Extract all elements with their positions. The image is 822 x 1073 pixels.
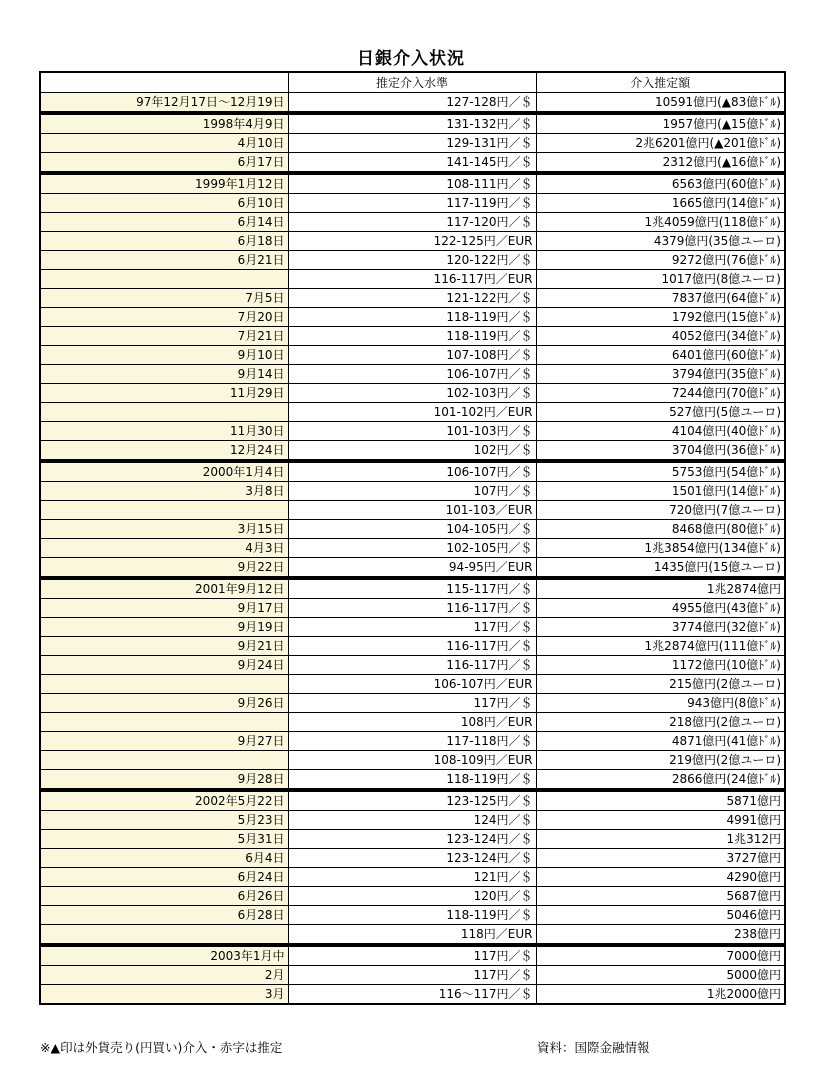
- cell-amount: 10591億円(▲83億ﾄﾞﾙ): [536, 93, 785, 114]
- header-amount: 介入推定額: [536, 72, 785, 93]
- table-row: [40, 751, 785, 770]
- cell-level: 123-125円／＄: [288, 790, 536, 811]
- table-row: [40, 906, 785, 925]
- cell-amount: 943億円(8億ﾄﾞﾙ): [536, 694, 785, 713]
- cell-date: 2月: [40, 966, 288, 985]
- cell-level: 115-117円／＄: [288, 578, 536, 599]
- table-row: [40, 194, 785, 213]
- cell-date: 9月21日: [40, 637, 288, 656]
- cell-amount: 1兆2874億円: [536, 578, 785, 599]
- cell-level: 117円／＄: [288, 945, 536, 966]
- cell-amount: 2兆6201億円(▲201億ﾄﾞﾙ): [536, 134, 785, 153]
- cell-level: 141-145円／＄: [288, 153, 536, 174]
- cell-level: 127-128円／＄: [288, 93, 536, 114]
- table-row: [40, 482, 785, 501]
- table-row: [40, 558, 785, 579]
- cell-date: 5月31日: [40, 830, 288, 849]
- table-row: [40, 346, 785, 365]
- cell-amount: 1435億円(15億ユーロ): [536, 558, 785, 579]
- table-row: [40, 213, 785, 232]
- cell-level: 108-111円／＄: [288, 173, 536, 194]
- table-row: [40, 539, 785, 558]
- cell-date: [40, 713, 288, 732]
- cell-level: 107円／＄: [288, 482, 536, 501]
- cell-date: 6月24日: [40, 868, 288, 887]
- cell-date: 11月29日: [40, 384, 288, 403]
- cell-level: 118-119円／＄: [288, 327, 536, 346]
- cell-amount: 4379億円(35億ユーロ): [536, 232, 785, 251]
- cell-amount: 4991億円: [536, 811, 785, 830]
- cell-date: [40, 403, 288, 422]
- table-row: [40, 830, 785, 849]
- cell-date: 4月3日: [40, 539, 288, 558]
- table-row: [40, 173, 785, 194]
- cell-level: 101-103円／＄: [288, 422, 536, 441]
- cell-level: 106-107円／＄: [288, 365, 536, 384]
- cell-amount: 6563億円(60億ﾄﾞﾙ): [536, 173, 785, 194]
- cell-level: 116-117円／EUR: [288, 270, 536, 289]
- table-row: [40, 618, 785, 637]
- table-row: [40, 327, 785, 346]
- cell-date: 4月10日: [40, 134, 288, 153]
- cell-amount: 1兆312円: [536, 830, 785, 849]
- cell-amount: 238億円: [536, 925, 785, 946]
- cell-amount: 1665億円(14億ﾄﾞﾙ): [536, 194, 785, 213]
- cell-level: 118円／EUR: [288, 925, 536, 946]
- cell-date: [40, 501, 288, 520]
- table-row: [40, 887, 785, 906]
- cell-level: 108-109円／EUR: [288, 751, 536, 770]
- table-row: [40, 403, 785, 422]
- cell-date: 6月18日: [40, 232, 288, 251]
- cell-amount: 218億円(2億ユーロ): [536, 713, 785, 732]
- cell-amount: 5000億円: [536, 966, 785, 985]
- cell-amount: 1957億円(▲15億ﾄﾞﾙ): [536, 113, 785, 134]
- cell-level: 102-105円／＄: [288, 539, 536, 558]
- cell-date: 9月26日: [40, 694, 288, 713]
- cell-level: 118-119円／＄: [288, 308, 536, 327]
- cell-amount: 3794億円(35億ﾄﾞﾙ): [536, 365, 785, 384]
- cell-amount: 3774億円(32億ﾄﾞﾙ): [536, 618, 785, 637]
- cell-date: 3月8日: [40, 482, 288, 501]
- cell-date: 6月17日: [40, 153, 288, 174]
- table-row: [40, 289, 785, 308]
- header-row: [40, 72, 785, 93]
- cell-level: 117円／＄: [288, 694, 536, 713]
- cell-amount: 1792億円(15億ﾄﾞﾙ): [536, 308, 785, 327]
- table-row: [40, 790, 785, 811]
- cell-amount: 7244億円(70億ﾄﾞﾙ): [536, 384, 785, 403]
- table-row: [40, 384, 785, 403]
- cell-date: 9月10日: [40, 346, 288, 365]
- cell-date: [40, 270, 288, 289]
- cell-level: 117円／＄: [288, 966, 536, 985]
- cell-date: 9月19日: [40, 618, 288, 637]
- table-row: [40, 945, 785, 966]
- cell-level: 123-124円／＄: [288, 849, 536, 868]
- cell-amount: 8468億円(80億ﾄﾞﾙ): [536, 520, 785, 539]
- table-row: [40, 113, 785, 134]
- cell-date: 6月10日: [40, 194, 288, 213]
- cell-level: 116-117円／＄: [288, 599, 536, 618]
- cell-date: 1998年4月9日: [40, 113, 288, 134]
- table-row: [40, 501, 785, 520]
- cell-date: 12月24日: [40, 441, 288, 462]
- cell-amount: 1兆2874億円(111億ﾄﾞﾙ): [536, 637, 785, 656]
- cell-amount: 9272億円(76億ﾄﾞﾙ): [536, 251, 785, 270]
- cell-level: 102-103円／＄: [288, 384, 536, 403]
- cell-level: 120円／＄: [288, 887, 536, 906]
- cell-date: 6月21日: [40, 251, 288, 270]
- cell-amount: 6401億円(60億ﾄﾞﾙ): [536, 346, 785, 365]
- table-row: [40, 520, 785, 539]
- cell-amount: 4871億円(41億ﾄﾞﾙ): [536, 732, 785, 751]
- cell-date: 6月28日: [40, 906, 288, 925]
- table-row: [40, 251, 785, 270]
- cell-level: 106-107円／＄: [288, 461, 536, 482]
- intervention-table: [39, 71, 786, 1005]
- cell-date: 9月24日: [40, 656, 288, 675]
- cell-level: 94-95円／EUR: [288, 558, 536, 579]
- cell-amount: 5687億円: [536, 887, 785, 906]
- cell-level: 117-120円／＄: [288, 213, 536, 232]
- cell-level: 116～117円／＄: [288, 985, 536, 1005]
- cell-level: 106-107円／EUR: [288, 675, 536, 694]
- table-row: [40, 637, 785, 656]
- cell-amount: 4104億円(40億ﾄﾞﾙ): [536, 422, 785, 441]
- cell-date: 9月27日: [40, 732, 288, 751]
- cell-amount: 5871億円: [536, 790, 785, 811]
- cell-date: 6月4日: [40, 849, 288, 868]
- table-row: [40, 675, 785, 694]
- cell-date: 2000年1月4日: [40, 461, 288, 482]
- table-row: [40, 461, 785, 482]
- cell-level: 116-117円／＄: [288, 637, 536, 656]
- cell-level: 102円／＄: [288, 441, 536, 462]
- cell-level: 131-132円／＄: [288, 113, 536, 134]
- cell-amount: 4052億円(34億ﾄﾞﾙ): [536, 327, 785, 346]
- cell-date: 3月: [40, 985, 288, 1005]
- cell-amount: 4290億円: [536, 868, 785, 887]
- cell-level: 121-122円／＄: [288, 289, 536, 308]
- cell-amount: 1兆2000億円: [536, 985, 785, 1005]
- cell-date: [40, 925, 288, 946]
- cell-level: 104-105円／＄: [288, 520, 536, 539]
- table-row: [40, 270, 785, 289]
- table-row: [40, 578, 785, 599]
- table-row: [40, 985, 785, 1005]
- cell-amount: 1501億円(14億ﾄﾞﾙ): [536, 482, 785, 501]
- table-row: [40, 441, 785, 462]
- cell-amount: 720億円(7億ユーロ): [536, 501, 785, 520]
- table-body: [40, 93, 785, 1005]
- cell-date: 6月14日: [40, 213, 288, 232]
- table-row: [40, 599, 785, 618]
- cell-level: 117-119円／＄: [288, 194, 536, 213]
- table-row: [40, 656, 785, 675]
- cell-amount: 3704億円(36億ﾄﾞﾙ): [536, 441, 785, 462]
- cell-date: 9月14日: [40, 365, 288, 384]
- cell-amount: 1兆3854億円(134億ﾄﾞﾙ): [536, 539, 785, 558]
- cell-date: 3月15日: [40, 520, 288, 539]
- cell-date: 2002年5月22日: [40, 790, 288, 811]
- cell-level: 101-103／EUR: [288, 501, 536, 520]
- cell-level: 117-118円／＄: [288, 732, 536, 751]
- cell-level: 124円／＄: [288, 811, 536, 830]
- table-row: [40, 811, 785, 830]
- cell-amount: 2312億円(▲16億ﾄﾞﾙ): [536, 153, 785, 174]
- cell-date: 1999年1月12日: [40, 173, 288, 194]
- table-row: [40, 732, 785, 751]
- cell-amount: 527億円(5億ユーロ): [536, 403, 785, 422]
- table-row: [40, 365, 785, 384]
- cell-date: 9月17日: [40, 599, 288, 618]
- cell-amount: 2866億円(24億ﾄﾞﾙ): [536, 770, 785, 791]
- cell-date: [40, 675, 288, 694]
- cell-amount: 1017億円(8億ユーロ): [536, 270, 785, 289]
- cell-date: 6月26日: [40, 887, 288, 906]
- table-row: [40, 849, 785, 868]
- cell-date: 7月5日: [40, 289, 288, 308]
- cell-date: 7月20日: [40, 308, 288, 327]
- cell-date: [40, 751, 288, 770]
- table-row: [40, 966, 785, 985]
- table-row: [40, 134, 785, 153]
- cell-amount: 7837億円(64億ﾄﾞﾙ): [536, 289, 785, 308]
- cell-level: 120-122円／＄: [288, 251, 536, 270]
- cell-level: 116-117円／＄: [288, 656, 536, 675]
- header-date: [40, 72, 288, 93]
- cell-amount: 1172億円(10億ﾄﾞﾙ): [536, 656, 785, 675]
- cell-amount: 215億円(2億ユーロ): [536, 675, 785, 694]
- cell-date: 11月30日: [40, 422, 288, 441]
- source-note: 資料：国際金融情報: [537, 1040, 650, 1055]
- table-row: [40, 770, 785, 791]
- cell-level: 129-131円／＄: [288, 134, 536, 153]
- table-row: [40, 93, 785, 114]
- page-title: 日銀介入状況: [357, 49, 465, 69]
- table-row: [40, 153, 785, 174]
- table-row: [40, 868, 785, 887]
- cell-level: 118-119円／＄: [288, 906, 536, 925]
- cell-date: 5月23日: [40, 811, 288, 830]
- cell-amount: 1兆4059億円(118億ﾄﾞﾙ): [536, 213, 785, 232]
- cell-date: 2001年9月12日: [40, 578, 288, 599]
- table-row: [40, 925, 785, 946]
- table-row: [40, 713, 785, 732]
- cell-amount: 219億円(2億ユーロ): [536, 751, 785, 770]
- cell-level: 123-124円／＄: [288, 830, 536, 849]
- cell-date: 9月22日: [40, 558, 288, 579]
- cell-level: 107-108円／＄: [288, 346, 536, 365]
- cell-amount: 5753億円(54億ﾄﾞﾙ): [536, 461, 785, 482]
- cell-level: 122-125円／EUR: [288, 232, 536, 251]
- cell-level: 117円／＄: [288, 618, 536, 637]
- cell-amount: 3727億円: [536, 849, 785, 868]
- footnote: ※▲印は外貨売り(円買い)介入・赤字は推定: [40, 1040, 283, 1055]
- cell-date: 2003年1月中: [40, 945, 288, 966]
- table-row: [40, 422, 785, 441]
- cell-level: 101-102円／EUR: [288, 403, 536, 422]
- cell-level: 108円／EUR: [288, 713, 536, 732]
- table-row: [40, 308, 785, 327]
- cell-date: 97年12月17日～12月19日: [40, 93, 288, 114]
- cell-date: 7月21日: [40, 327, 288, 346]
- cell-date: 9月28日: [40, 770, 288, 791]
- cell-amount: 4955億円(43億ﾄﾞﾙ): [536, 599, 785, 618]
- header-level: 推定介入水準: [288, 72, 536, 93]
- cell-amount: 5046億円: [536, 906, 785, 925]
- table-row: [40, 694, 785, 713]
- cell-level: 121円／＄: [288, 868, 536, 887]
- cell-level: 118-119円／＄: [288, 770, 536, 791]
- table-row: [40, 232, 785, 251]
- cell-amount: 7000億円: [536, 945, 785, 966]
